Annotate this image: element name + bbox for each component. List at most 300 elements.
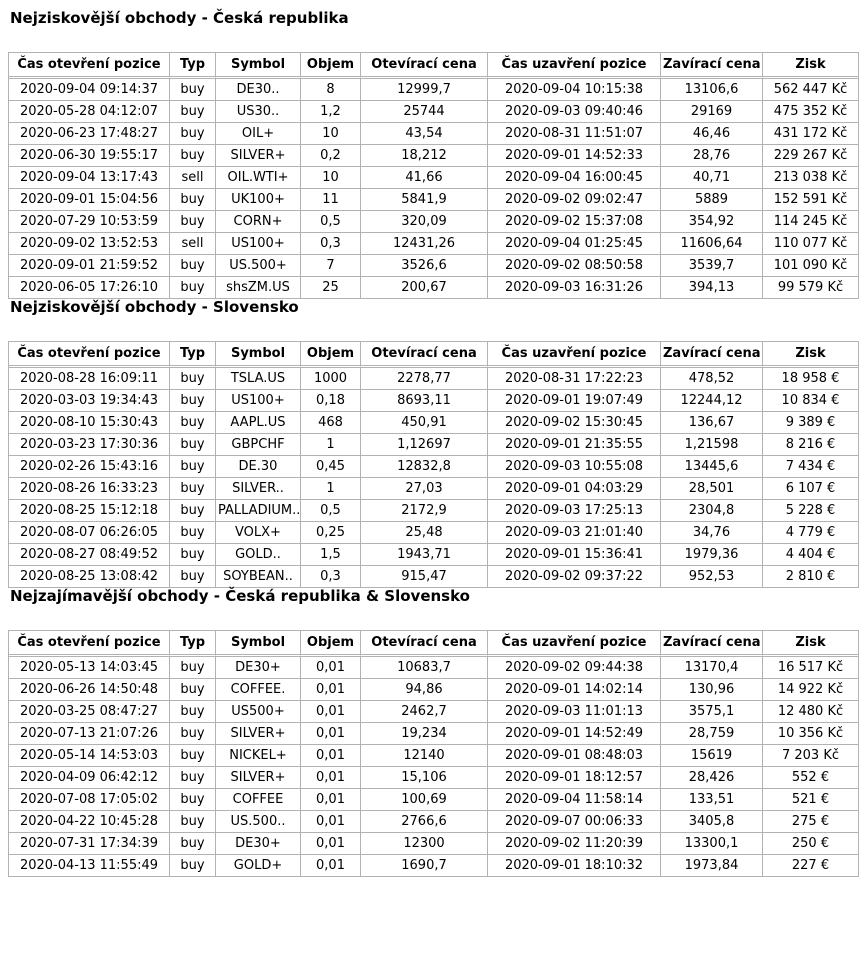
table-cell: 2020-09-04 16:00:45 — [487, 166, 660, 188]
table-cell: 2020-09-01 14:02:14 — [487, 678, 660, 700]
table-cell: 2020-09-01 08:48:03 — [487, 744, 660, 766]
table-cell: 16 517 Kč — [762, 657, 858, 678]
table-cell: 13300,1 — [660, 832, 762, 854]
table-cell: 2020-08-25 15:12:18 — [9, 499, 169, 521]
table-cell: SILVER.. — [215, 477, 300, 499]
table-cell: 2020-08-31 17:22:23 — [487, 368, 660, 389]
table-cell: AAPL.US — [215, 411, 300, 433]
table-cell: 275 € — [762, 810, 858, 832]
table-cell: 2020-09-01 15:04:56 — [9, 188, 169, 210]
table-cell: 2020-09-01 18:10:32 — [487, 854, 660, 876]
table-row — [9, 657, 858, 678]
table-cell: 1 — [300, 433, 360, 455]
table-cell: buy — [169, 389, 215, 411]
table-cell: OIL+ — [215, 122, 300, 144]
trades-table — [8, 52, 859, 299]
table-cell: buy — [169, 433, 215, 455]
table-cell: 3539,7 — [660, 254, 762, 276]
table-cell: 130,96 — [660, 678, 762, 700]
table-row — [9, 854, 858, 876]
table-cell: VOLX+ — [215, 521, 300, 543]
table-cell: 2020-04-22 10:45:28 — [9, 810, 169, 832]
table-cell: COFFEE. — [215, 678, 300, 700]
table-cell: 19,234 — [360, 722, 487, 744]
table-cell: 28,426 — [660, 766, 762, 788]
table-cell: 4 779 € — [762, 521, 858, 543]
table-cell: 2020-09-02 09:02:47 — [487, 188, 660, 210]
table-cell: 13445,6 — [660, 455, 762, 477]
table-cell: 41,66 — [360, 166, 487, 188]
table-cell: 10 — [300, 166, 360, 188]
table-cell: 2 810 € — [762, 565, 858, 587]
table-cell: 2020-09-04 09:14:37 — [19, 82, 159, 97]
table-cell: 34,76 — [660, 521, 762, 543]
table-row — [9, 210, 858, 232]
section-title: Nejziskovější obchody - Česká republika — [10, 9, 349, 27]
table-cell: 2020-09-02 15:30:45 — [487, 411, 660, 433]
table-cell: 354,92 — [660, 210, 762, 232]
table-cell: buy — [169, 766, 215, 788]
table-cell: 450,91 — [360, 411, 487, 433]
table-header-row — [9, 53, 858, 79]
table-cell: 2020-08-07 06:26:05 — [9, 521, 169, 543]
table-cell: 2020-06-05 17:26:10 — [9, 276, 169, 298]
table-row — [9, 433, 858, 455]
table-cell: buy — [169, 79, 215, 100]
table-cell: 229 267 Kč — [762, 144, 858, 166]
table-cell: 521 € — [762, 788, 858, 810]
table-cell: 2020-08-27 08:49:52 — [9, 543, 169, 565]
table-cell: 2020-08-10 15:30:43 — [9, 411, 169, 433]
table-cell: 3405,8 — [660, 810, 762, 832]
table-cell: PALLADIUM.. — [215, 499, 300, 521]
table-cell: 2020-09-01 21:35:55 — [487, 433, 660, 455]
table-cell: 7 203 Kč — [762, 744, 858, 766]
table-cell: 2020-09-04 11:58:14 — [487, 788, 660, 810]
table-cell: 10 356 Kč — [762, 722, 858, 744]
table-row — [9, 810, 858, 832]
table-cell: NICKEL+ — [215, 744, 300, 766]
table-cell: 320,09 — [360, 210, 487, 232]
table-cell: 2020-03-25 08:47:27 — [9, 700, 169, 722]
table-cell: SILVER+ — [215, 722, 300, 744]
col-header-type: Typ — [169, 342, 215, 368]
table-cell: 18 958 € — [762, 368, 858, 389]
table-cell: buy — [169, 832, 215, 854]
table-header-row — [9, 342, 858, 368]
table-row — [9, 144, 858, 166]
table-cell: 2020-09-02 08:50:58 — [487, 254, 660, 276]
table-cell: SILVER+ — [215, 766, 300, 788]
table-cell: buy — [169, 744, 215, 766]
table-cell: 10683,7 — [360, 657, 487, 678]
table-row — [9, 543, 858, 565]
table-cell: 1690,7 — [360, 854, 487, 876]
col-header-open-price: Otevírací cena — [360, 342, 487, 368]
table-cell: 2020-04-09 06:42:12 — [9, 766, 169, 788]
table-cell: DE30+ — [215, 657, 300, 678]
table-row — [9, 368, 858, 389]
table-cell: 227 € — [762, 854, 858, 876]
table-cell: US100+ — [215, 389, 300, 411]
table-cell: 12 480 Kč — [762, 700, 858, 722]
table-cell: 2020-09-03 21:01:40 — [487, 521, 660, 543]
table-cell: 2020-09-03 10:55:08 — [487, 455, 660, 477]
table-cell: 1943,71 — [360, 543, 487, 565]
section-top-trades-slovakia — [8, 299, 859, 588]
table-cell: 0,01 — [300, 678, 360, 700]
table-row — [9, 122, 858, 144]
col-header-open-time: Čas otevření pozice — [9, 631, 169, 657]
table-cell: TSLA.US — [215, 368, 300, 389]
table-cell: GOLD+ — [215, 854, 300, 876]
table-row — [9, 100, 858, 122]
table-cell: 12300 — [360, 832, 487, 854]
table-cell: 2020-05-13 14:03:45 — [19, 660, 159, 675]
table-cell: 11 — [300, 188, 360, 210]
table-cell: 2020-09-07 00:06:33 — [487, 810, 660, 832]
table-row — [9, 678, 858, 700]
section-title: Nejziskovější obchody - Slovensko — [10, 298, 299, 316]
table-cell: 2020-09-01 18:12:57 — [487, 766, 660, 788]
col-header-symbol: Symbol — [215, 631, 300, 657]
table-cell: buy — [169, 700, 215, 722]
table-cell: 18,212 — [360, 144, 487, 166]
table-cell: buy — [169, 854, 215, 876]
table-cell: 2020-09-03 11:01:13 — [487, 700, 660, 722]
table-cell: buy — [169, 565, 215, 587]
trades-table — [8, 630, 859, 877]
table-cell: 2020-09-01 14:52:33 — [487, 144, 660, 166]
table-cell: 0,3 — [300, 565, 360, 587]
table-cell: 2020-05-28 04:12:07 — [9, 100, 169, 122]
col-header-symbol: Symbol — [215, 342, 300, 368]
table-cell: 2020-07-13 21:07:26 — [9, 722, 169, 744]
table-cell: 101 090 Kč — [762, 254, 858, 276]
table-cell: 2020-06-30 19:55:17 — [9, 144, 169, 166]
table-cell: 2020-09-02 15:37:08 — [487, 210, 660, 232]
table-cell: 13170,4 — [660, 657, 762, 678]
col-header-volume: Objem — [300, 631, 360, 657]
table-cell: buy — [169, 722, 215, 744]
table-cell: 2020-09-04 13:17:43 — [9, 166, 169, 188]
table-cell: 99 579 Kč — [762, 276, 858, 298]
table-cell: SILVER+ — [215, 144, 300, 166]
table-cell: 1,2 — [300, 100, 360, 122]
table-cell: 213 038 Kč — [762, 166, 858, 188]
table-row — [9, 832, 858, 854]
table-cell: 8693,11 — [360, 389, 487, 411]
table-cell: 2020-07-29 10:53:59 — [9, 210, 169, 232]
col-header-profit: Zisk — [762, 631, 858, 657]
col-header-close-price: Zavírací cena — [660, 342, 762, 368]
col-header-close-time: Čas uzavření pozice — [487, 631, 660, 657]
table-cell: 2020-09-01 19:07:49 — [487, 389, 660, 411]
table-cell: 10 — [300, 122, 360, 144]
col-header-open-price: Otevírací cena — [360, 631, 487, 657]
table-cell: 12431,26 — [360, 232, 487, 254]
table-cell: US500+ — [215, 700, 300, 722]
table-cell: 2020-08-25 13:08:42 — [9, 565, 169, 587]
table-cell: DE.30 — [215, 455, 300, 477]
col-header-open-price: Otevírací cena — [360, 53, 487, 79]
table-cell: 114 245 Kč — [762, 210, 858, 232]
table-cell: 14 922 Kč — [762, 678, 858, 700]
table-body — [9, 79, 858, 298]
table-cell: DE30+ — [215, 832, 300, 854]
table-cell: GOLD.. — [215, 543, 300, 565]
table-row — [9, 744, 858, 766]
table-cell: 11606,64 — [660, 232, 762, 254]
table-cell: 7 — [300, 254, 360, 276]
table-cell: 1000 — [300, 368, 360, 389]
table-cell: 40,71 — [660, 166, 762, 188]
table-row — [9, 477, 858, 499]
table-row — [9, 188, 858, 210]
table-cell: 0,01 — [300, 788, 360, 810]
table-cell: 12244,12 — [660, 389, 762, 411]
col-header-type: Typ — [169, 53, 215, 79]
table-cell: US30.. — [215, 100, 300, 122]
table-cell: 2172,9 — [360, 499, 487, 521]
table-cell: buy — [169, 499, 215, 521]
table-cell: COFFEE — [215, 788, 300, 810]
table-cell: 2020-04-13 11:55:49 — [9, 854, 169, 876]
table-header-row — [9, 631, 858, 657]
table-cell: shsZM.US — [215, 276, 300, 298]
table-cell: buy — [169, 810, 215, 832]
table-cell: 5889 — [660, 188, 762, 210]
col-header-close-time: Čas uzavření pozice — [487, 342, 660, 368]
table-cell: 46,46 — [660, 122, 762, 144]
table-cell: 12999,7 — [360, 79, 487, 100]
table-cell: 1,12697 — [360, 433, 487, 455]
table-cell: 0,01 — [300, 657, 360, 678]
col-header-profit: Zisk — [762, 342, 858, 368]
table-cell: 475 352 Kč — [762, 100, 858, 122]
table-cell: 2020-08-31 11:51:07 — [487, 122, 660, 144]
table-cell: 2278,77 — [360, 368, 487, 389]
table-cell: 2766,6 — [360, 810, 487, 832]
table-cell: 0,2 — [300, 144, 360, 166]
table-body — [9, 657, 858, 876]
table-cell: 2020-09-03 17:25:13 — [487, 499, 660, 521]
table-cell: buy — [169, 678, 215, 700]
table-cell: 133,51 — [660, 788, 762, 810]
col-header-close-price: Zavírací cena — [660, 631, 762, 657]
table-cell: 25744 — [360, 100, 487, 122]
table-row — [9, 499, 858, 521]
table-row — [9, 79, 858, 100]
table-cell: buy — [169, 144, 215, 166]
table-row — [9, 166, 858, 188]
table-cell: 152 591 Kč — [762, 188, 858, 210]
table-cell: 15,106 — [360, 766, 487, 788]
table-cell: 7 434 € — [762, 455, 858, 477]
table-cell: buy — [169, 521, 215, 543]
table-cell: sell — [169, 166, 215, 188]
table-row — [9, 276, 858, 298]
table-row — [9, 232, 858, 254]
table-row — [9, 565, 858, 587]
table-cell: 2020-09-01 04:03:29 — [487, 477, 660, 499]
table-cell: 5841,9 — [360, 188, 487, 210]
table-cell: 0,01 — [300, 854, 360, 876]
col-header-volume: Objem — [300, 53, 360, 79]
table-cell: 552 € — [762, 766, 858, 788]
table-cell: 2020-09-04 01:25:45 — [487, 232, 660, 254]
table-cell: 0,01 — [300, 722, 360, 744]
col-header-profit: Zisk — [762, 53, 858, 79]
table-cell: buy — [169, 122, 215, 144]
table-cell: GBPCHF — [215, 433, 300, 455]
table-cell: SOYBEAN.. — [215, 565, 300, 587]
table-cell: 8 — [300, 79, 360, 100]
table-cell: 3526,6 — [360, 254, 487, 276]
table-cell: 2462,7 — [360, 700, 487, 722]
table-cell: buy — [169, 276, 215, 298]
table-cell: buy — [169, 368, 215, 389]
table-cell: 29169 — [660, 100, 762, 122]
table-row — [9, 254, 858, 276]
table-cell: 0,01 — [300, 832, 360, 854]
table-cell: 2020-02-26 15:43:16 — [9, 455, 169, 477]
table-cell: buy — [169, 411, 215, 433]
col-header-close-price: Zavírací cena — [660, 53, 762, 79]
table-cell: 27,03 — [360, 477, 487, 499]
table-row — [9, 521, 858, 543]
table-row — [9, 411, 858, 433]
table-cell: 1,5 — [300, 543, 360, 565]
table-cell: buy — [169, 254, 215, 276]
table-cell: 12140 — [360, 744, 487, 766]
table-cell: 2020-08-28 16:09:11 — [19, 371, 159, 386]
table-cell: 25 — [300, 276, 360, 298]
table-cell: 478,52 — [660, 368, 762, 389]
table-cell: 0,01 — [300, 766, 360, 788]
table-cell: 468 — [300, 411, 360, 433]
table-cell: 136,67 — [660, 411, 762, 433]
table-cell: 2020-06-23 17:48:27 — [9, 122, 169, 144]
table-cell: 2020-06-26 14:50:48 — [9, 678, 169, 700]
table-cell: 25,48 — [360, 521, 487, 543]
table-cell: 2020-07-31 17:34:39 — [9, 832, 169, 854]
table-cell: 2020-03-23 17:30:36 — [9, 433, 169, 455]
table-cell: 952,53 — [660, 565, 762, 587]
table-row — [9, 722, 858, 744]
section-title: Nejzajímavější obchody - Česká republika & Slovensko — [10, 587, 470, 605]
table-cell: 0,5 — [300, 210, 360, 232]
table-cell: 0,01 — [300, 700, 360, 722]
table-cell: 2020-09-03 16:31:26 — [487, 276, 660, 298]
table-cell: 250 € — [762, 832, 858, 854]
table-cell: buy — [169, 188, 215, 210]
table-cell: 4 404 € — [762, 543, 858, 565]
col-header-close-time: Čas uzavření pozice — [487, 53, 660, 79]
table-cell: buy — [169, 210, 215, 232]
table-cell: 2020-09-02 09:37:22 — [487, 565, 660, 587]
table-cell: 28,759 — [660, 722, 762, 744]
table-cell: US100+ — [215, 232, 300, 254]
table-cell: 2304,8 — [660, 499, 762, 521]
trades-table — [8, 341, 859, 588]
table-cell: 8 216 € — [762, 433, 858, 455]
table-cell: 394,13 — [660, 276, 762, 298]
table-cell: 562 447 Kč — [762, 79, 858, 100]
table-cell: 2020-09-01 15:36:41 — [487, 543, 660, 565]
table-cell: 13106,6 — [660, 79, 762, 100]
table-cell: 28,501 — [660, 477, 762, 499]
table-cell: 2020-07-08 17:05:02 — [9, 788, 169, 810]
table-body — [9, 368, 858, 587]
table-cell: 2020-09-02 11:20:39 — [487, 832, 660, 854]
table-cell: 2020-08-26 16:33:23 — [9, 477, 169, 499]
table-row — [9, 788, 858, 810]
col-header-symbol: Symbol — [215, 53, 300, 79]
table-cell: US.500+ — [215, 254, 300, 276]
section-top-trades-czech — [8, 10, 859, 299]
table-row — [9, 455, 858, 477]
table-cell: 431 172 Kč — [762, 122, 858, 144]
table-cell: 10 834 € — [762, 389, 858, 411]
table-cell: 43,54 — [360, 122, 487, 144]
table-row — [9, 389, 858, 411]
table-cell: 0,18 — [300, 389, 360, 411]
table-cell: 0,01 — [300, 744, 360, 766]
col-header-volume: Objem — [300, 342, 360, 368]
table-cell: DE30.. — [215, 79, 300, 100]
table-cell: buy — [169, 455, 215, 477]
table-cell: buy — [169, 543, 215, 565]
table-cell: 200,67 — [360, 276, 487, 298]
table-cell: 100,69 — [360, 788, 487, 810]
table-cell: 2020-05-14 14:53:03 — [9, 744, 169, 766]
col-header-open-time: Čas otevření pozice — [9, 53, 169, 79]
table-cell: 6 107 € — [762, 477, 858, 499]
table-cell: buy — [169, 100, 215, 122]
table-cell: 5 228 € — [762, 499, 858, 521]
table-cell: 0,3 — [300, 232, 360, 254]
table-cell: 2020-09-04 10:15:38 — [487, 79, 660, 100]
table-cell: UK100+ — [215, 188, 300, 210]
table-cell: 0,45 — [300, 455, 360, 477]
table-cell: 0,01 — [300, 810, 360, 832]
table-cell: 1 — [300, 477, 360, 499]
table-cell: buy — [169, 477, 215, 499]
table-cell: OIL.WTI+ — [215, 166, 300, 188]
table-cell: CORN+ — [215, 210, 300, 232]
table-cell: 0,25 — [300, 521, 360, 543]
table-cell: 0,5 — [300, 499, 360, 521]
table-cell: 12832,8 — [360, 455, 487, 477]
table-cell: sell — [169, 232, 215, 254]
table-cell: 28,76 — [660, 144, 762, 166]
table-cell: 94,86 — [360, 678, 487, 700]
table-cell: 2020-09-01 14:52:49 — [487, 722, 660, 744]
table-cell: 2020-09-03 09:40:46 — [487, 100, 660, 122]
table-cell: buy — [169, 788, 215, 810]
table-cell: 1979,36 — [660, 543, 762, 565]
table-cell: 2020-09-01 21:59:52 — [9, 254, 169, 276]
table-cell: 2020-03-03 19:34:43 — [9, 389, 169, 411]
table-cell: 1973,84 — [660, 854, 762, 876]
section-interesting-trades — [8, 588, 859, 877]
table-row — [9, 700, 858, 722]
table-cell: 9 389 € — [762, 411, 858, 433]
table-cell: 3575,1 — [660, 700, 762, 722]
table-cell: 110 077 Kč — [762, 232, 858, 254]
table-cell: 2020-09-02 09:44:38 — [487, 657, 660, 678]
